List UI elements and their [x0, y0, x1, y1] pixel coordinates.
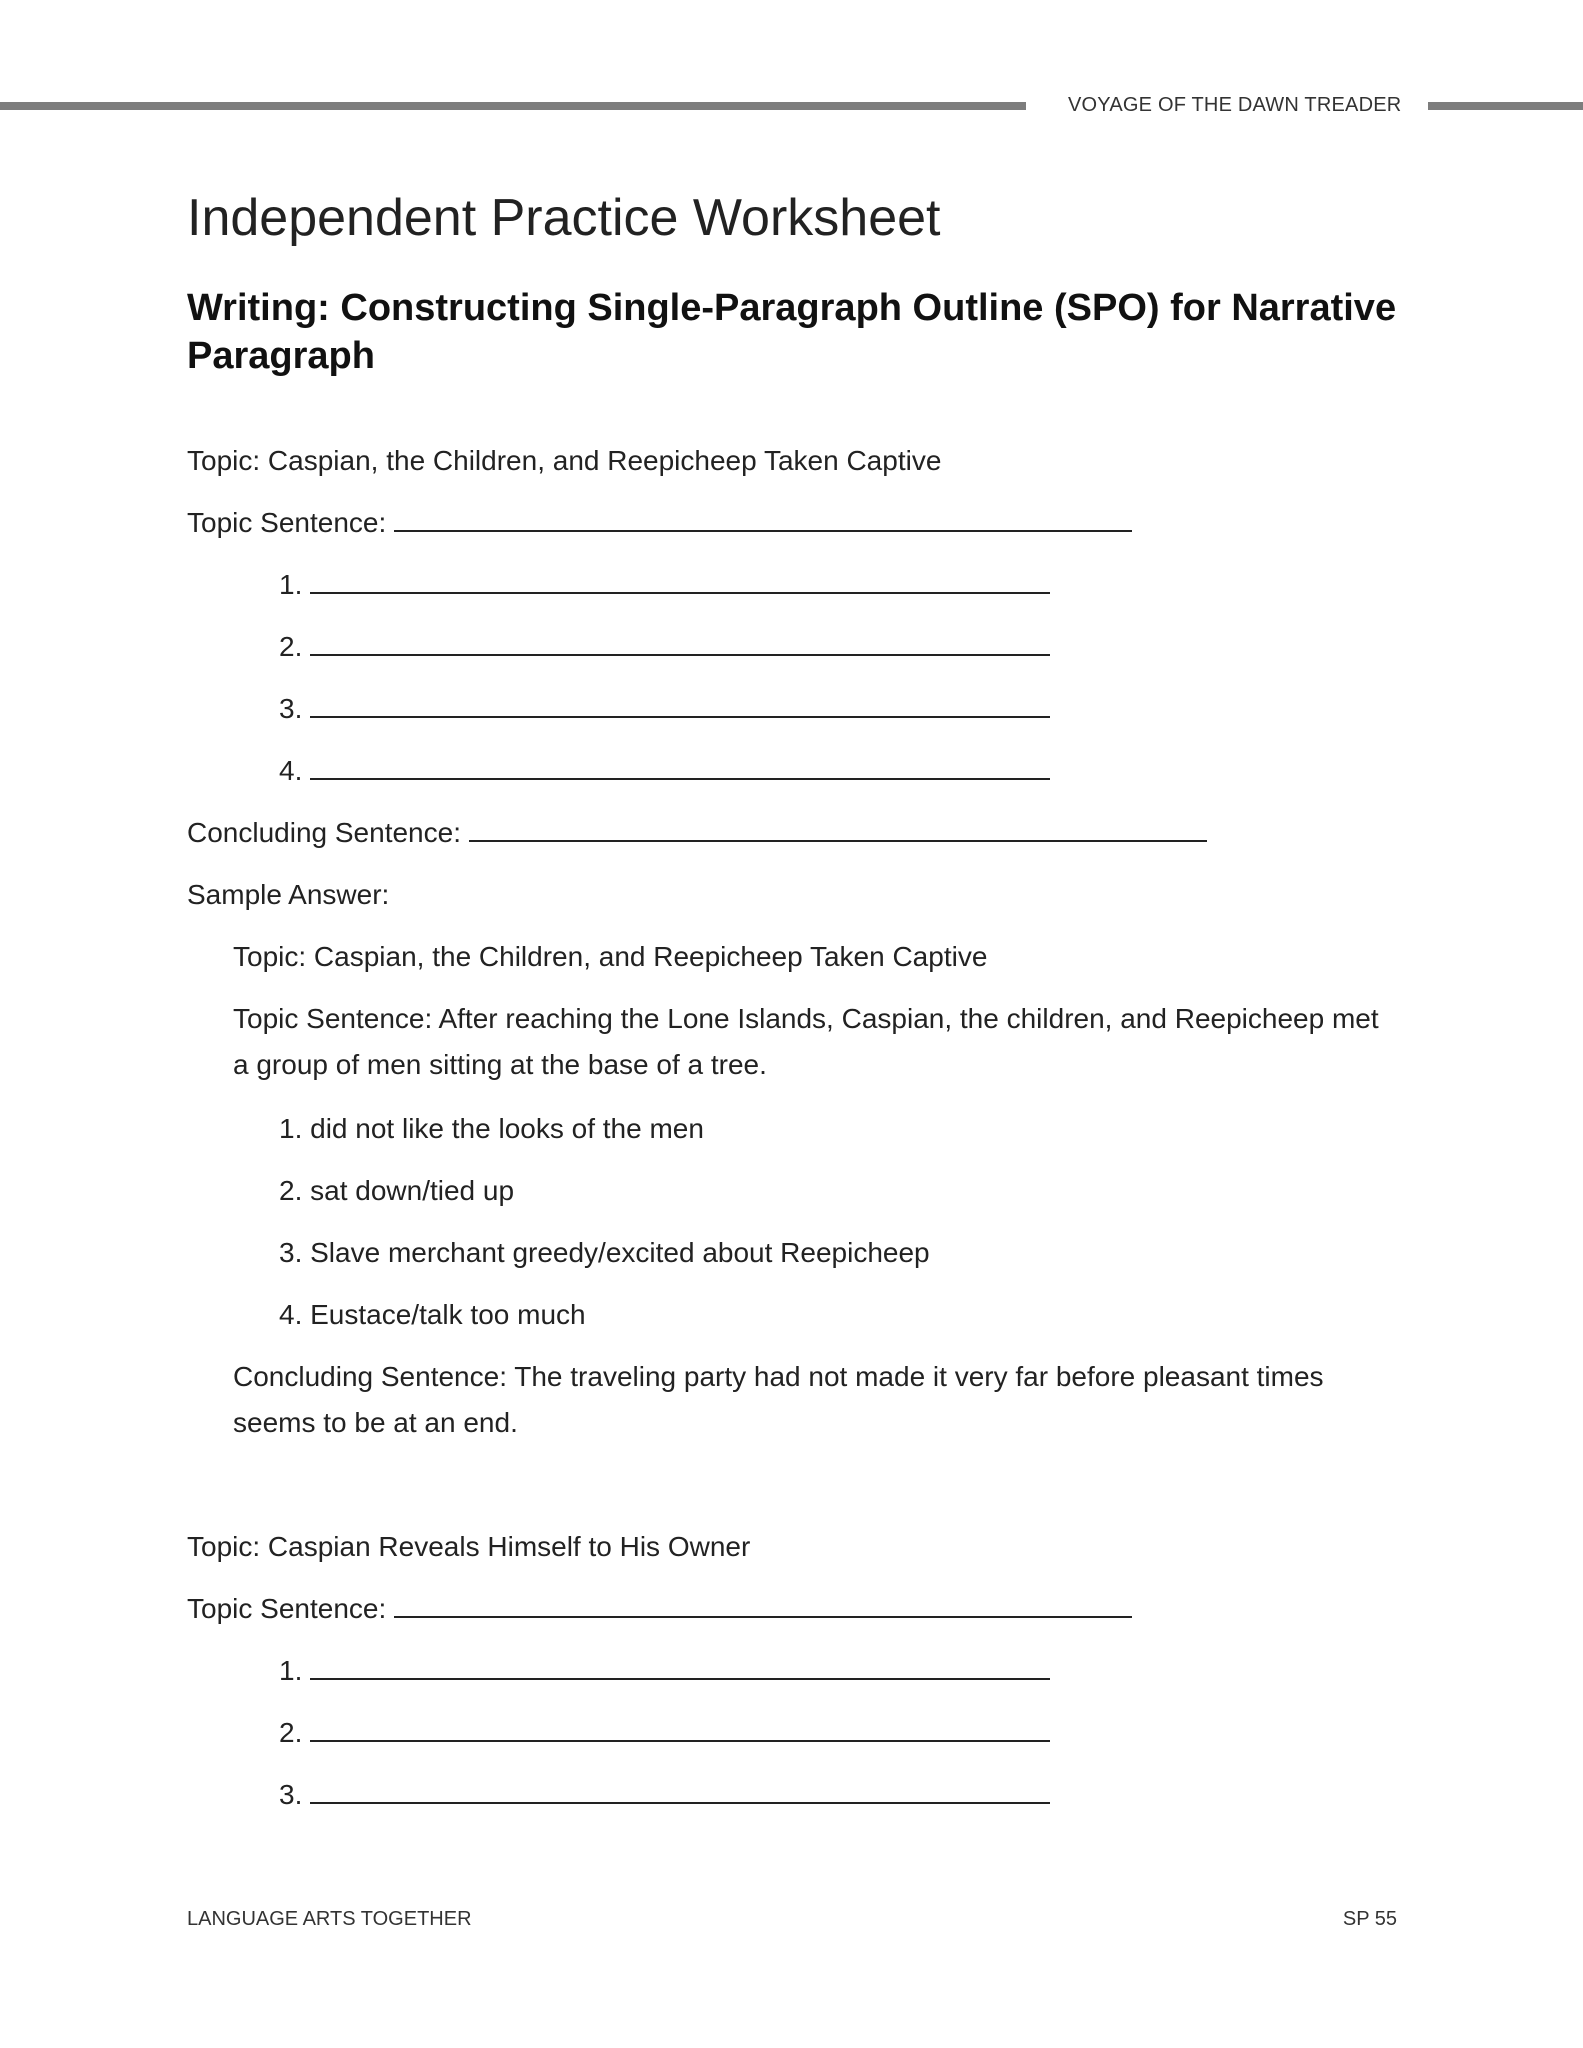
sample-item: 3. Slave merchant greedy/excited about Reepicheep	[279, 1237, 930, 1268]
sample-concluding: Concluding Sentence: The traveling party had not made it very far before pleasant times seems to be at an end.	[233, 1361, 1324, 1438]
sample-item: 1. did not like the looks of the men	[279, 1113, 704, 1144]
section2-item-row	[279, 1715, 1050, 1751]
item-number: 1.	[279, 569, 303, 600]
topic-sentence-blank[interactable]	[394, 1594, 1132, 1618]
item-blank[interactable]	[310, 694, 1050, 718]
section2-item-row	[279, 1777, 1050, 1813]
item-blank[interactable]	[310, 570, 1050, 594]
item-number: 4.	[279, 755, 303, 786]
item-blank[interactable]	[310, 1656, 1050, 1680]
item-number: 2.	[279, 631, 303, 662]
section1-item-row	[279, 567, 1050, 603]
section1-concluding-row	[187, 815, 1207, 851]
header-rule-left	[0, 102, 1026, 110]
sample-item: 4. Eustace/talk too much	[279, 1299, 586, 1330]
section1-item-row	[279, 753, 1050, 789]
item-blank[interactable]	[310, 1780, 1050, 1804]
topic-sentence-blank[interactable]	[394, 508, 1132, 532]
page-title: Independent Practice Worksheet	[187, 189, 941, 247]
section1-topic: Topic: Caspian, the Children, and Reepicheep Taken Captive	[187, 445, 942, 476]
item-blank[interactable]	[310, 756, 1050, 780]
section2-topic-sentence-row	[187, 1591, 1132, 1627]
section1-topic-sentence-row	[187, 505, 1132, 541]
item-blank[interactable]	[310, 632, 1050, 656]
header-rule-right	[1428, 102, 1583, 110]
topic-sentence-label: Topic Sentence:	[187, 507, 387, 538]
sample-topic: Topic: Caspian, the Children, and Reepicheep Taken Captive	[233, 941, 988, 972]
item-number: 3.	[279, 1779, 303, 1810]
item-number: 2.	[279, 1717, 303, 1748]
topic-sentence-label: Topic Sentence:	[187, 1593, 387, 1624]
sample-item: 2. sat down/tied up	[279, 1175, 515, 1206]
item-number: 3.	[279, 693, 303, 724]
concluding-blank[interactable]	[469, 818, 1207, 842]
section1-item-row	[279, 691, 1050, 727]
item-blank[interactable]	[310, 1718, 1050, 1742]
footer-left: LANGUAGE ARTS TOGETHER	[187, 1908, 472, 1930]
section1-item-row	[279, 629, 1050, 665]
section2-topic: Topic: Caspian Reveals Himself to His Owner	[187, 1531, 751, 1562]
sample-topic-sentence: Topic Sentence: After reaching the Lone Islands, Caspian, the children, and Reepicheep met a group of men sitting at the base of a tree.	[233, 1003, 1379, 1080]
concluding-label: Concluding Sentence:	[187, 817, 461, 848]
page-subtitle: Writing: Constructing Single-Paragraph Outline (SPO) for Narrative Paragraph	[187, 287, 1397, 377]
section2-item-row	[279, 1653, 1050, 1689]
footer-page-number: SP 55	[1342, 1908, 1397, 1930]
running-head: VOYAGE OF THE DAWN TREADER	[1068, 94, 1402, 116]
item-number: 1.	[279, 1655, 303, 1686]
sample-answer-label: Sample Answer:	[187, 879, 390, 910]
